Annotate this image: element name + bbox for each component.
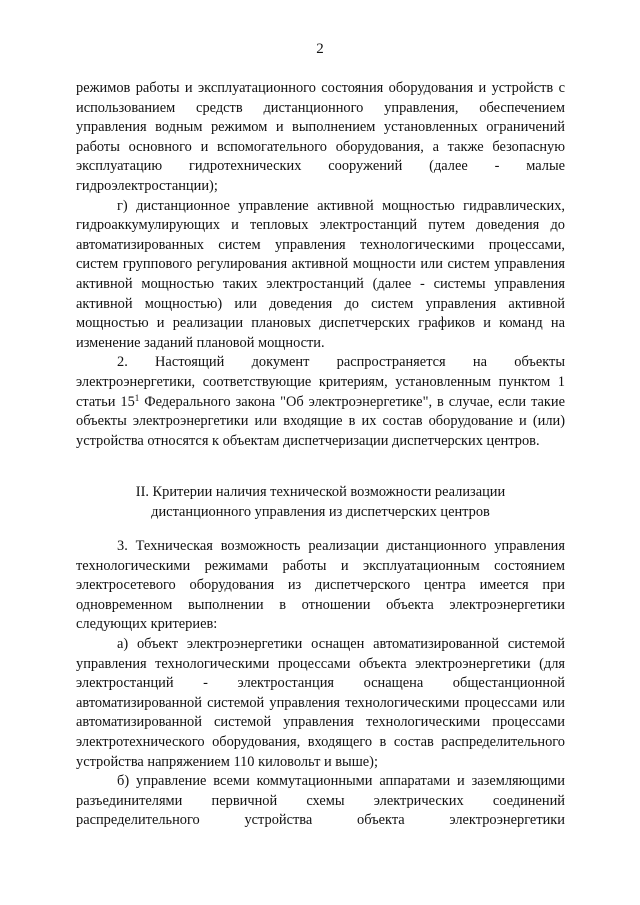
paragraph-a: а) объект электроэнергетики оснащен автоматизированной системой управления технологическими процессами объекта электроэнергетики (для электростанций - электростанция оснащена общестанционной автоматизированной системой управления технологическими процессами или автоматизированной системой управления технологическими процессами электротехнического оборудования, входящего в состав распределительного устройства напряжением 110 киловольт и выше); (76, 635, 565, 770)
paragraph-intro-continued: режимов работы и эксплуатационного состояния оборудования и устройств с использованием средств дистанционного управления, обеспечением управления водным режимом и выполнением установленных ограничений работы основного и вспомогательного оборудования, а также безопасную эксплуатацию гидротехнических сооружений (далее - малые гидроэлектростанции); (76, 80, 565, 194)
footnote-superscript: 1 (134, 392, 140, 403)
paragraph-g: г) дистанционное управление активной мощностью гидравлических, гидроаккумулирующих и тепловых электростанций путем доведения до автоматизированных систем управления технологическими процессами, систем группового регулирования активной мощности или систем управления активной мощностью таких электростанций (далее - системы управления активной мощностью) или доведения до систем управления активной мощностью и реализации плановых диспетчерских графиков и команд на изменение заданий плановой мощности. (76, 197, 565, 351)
page-number: 2 (316, 41, 324, 57)
section-heading-line-1: II. Критерии наличия технической возможности реализации (135, 484, 506, 500)
body-section-1 (76, 79, 565, 451)
paragraph-b: б) управление всеми коммутационными аппаратами и заземляющими разъединителями первичной схемы электрических соединений распределительного устройства объекта электроэнергетики (76, 773, 565, 829)
paragraph-3: 3. Техническая возможность реализации дистанционного управления технологическими режимами работы и эксплуатационным состоянием электросетевого оборудования из диспетчерского центра имеется при одновременном выполнении в отношении объекта электроэнергетики следующих критериев: (76, 538, 565, 633)
paragraph-2 (76, 353, 565, 451)
section-heading-line-2: дистанционного управления из диспетчерских центров (151, 504, 490, 520)
paragraph-2-text-start: 2. Настоящий документ распространяется на объекты электроэнергетики, соответствующие критериям, установленным пунктом 1 статьи 15 (76, 354, 565, 410)
paragraph-2-text-end: Федерального закона "Об электроэнергетике", в случае, если такие объекты электроэнергетики или входящие в их состав оборудование и (или) устройства относятся к объектам диспетчеризации диспетчерских центров. (76, 393, 565, 449)
section-heading (76, 482, 565, 522)
body-section-2 (76, 537, 565, 831)
